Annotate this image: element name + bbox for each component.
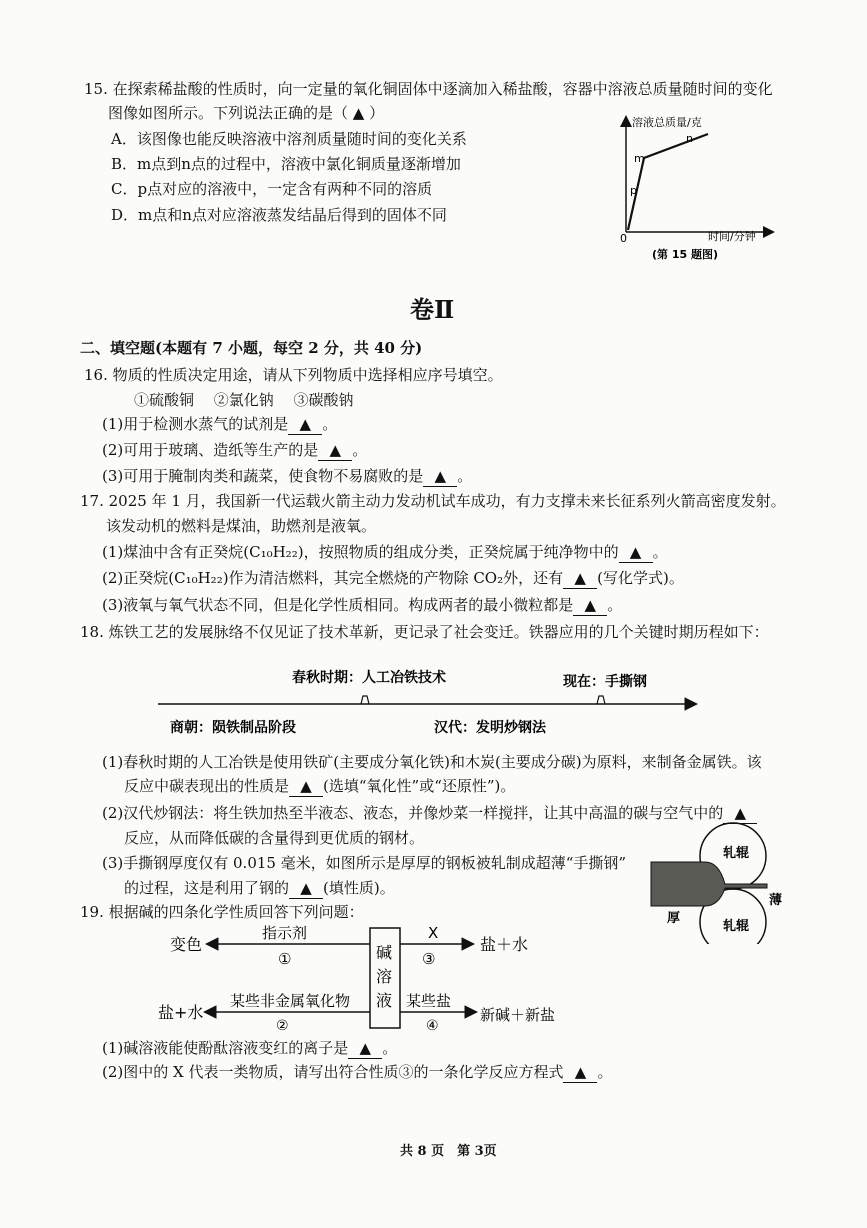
q16-part2 [102,440,367,461]
q18-part2-text: (2)汉代炒钢法：将生铁加热至半液态、液态，并像炒菜一样搅拌，让其中高温的碳与空气中的 [102,804,724,822]
timeline-tick [597,696,605,704]
q15-graph-ylabel: 溶液总质量/克 [632,116,702,129]
answer-blank[interactable]: ▲ [563,568,597,589]
timeline-label-shang: 商朝：陨铁制品阶段 [170,720,296,736]
top-roller-label: 轧辊 [723,846,750,861]
center-char: 溶 [376,967,393,986]
q17-part2-tail: (写化学式)。 [597,569,684,587]
q16-part2-text: (2)可用于玻璃、造纸等生产的是 [102,441,319,459]
q18-timeline [150,660,710,740]
q18-part3-tail: (填性质)。 [323,879,395,897]
q15-graph-point-n: n [686,132,693,145]
q17-part2-text: (2)正癸烷(C₁₀H₂₂)作为清洁燃料，其完全燃烧的产物除 CO₂外，还有 [102,569,564,587]
q18-part3-line2 [124,878,395,899]
left-top-result: 变色 [170,935,203,954]
right-bottom-label: 某些盐 [406,992,452,1010]
thin-label: 薄 [769,893,783,908]
q15-graph-point-m: m [634,152,645,165]
q15-graph-origin: 0 [620,232,627,245]
q17-part1 [102,542,668,563]
timeline-label-han: 汉代：发明炒钢法 [434,720,546,736]
thick-label: 厚 [667,911,681,926]
timeline-tick [361,696,369,704]
period: 。 [607,596,623,614]
q16-part3-text: (3)可用于腌制肉类和蔬菜，使食物不易腐败的是 [102,467,424,485]
q15-graph-curve [628,134,708,230]
q19-alkali-diagram [150,922,590,1034]
answer-blank[interactable]: ▲ [348,1038,382,1059]
q18-part3-line1: (3)手撕钢厚度仅有 0.015 毫米，如图所示是厚厚的钢板被轧制成超薄“手撕钢” [102,854,627,872]
q18-part2-line1 [102,803,757,824]
q19-part2-text: (2)图中的 X 代表一类物质，请写出符合性质③的一条化学反应方程式 [102,1063,564,1081]
q18-part2-line2: 反应，从而降低碳的含量得到更优质的钢材。 [124,829,425,847]
q19-part2 [102,1062,612,1083]
period: 。 [382,1039,398,1057]
q18-part1-text: 反应中碳表现出的性质是 [124,777,290,795]
answer-blank[interactable]: ▲ [289,878,323,899]
period: 。 [457,467,473,485]
q16-part1 [102,414,337,435]
q17-part3 [102,595,622,616]
left-top-num: ① [278,950,292,968]
q16-choices: ①硫酸铜 ②氯化钠 ③碳酸钠 [134,391,354,409]
q15-graph-point-p: p [630,184,637,197]
q18-part1-line2 [124,776,515,797]
right-bottom-num: ④ [426,1018,439,1034]
left-bottom-num: ② [276,1018,289,1034]
timeline-label-spring-autumn: 春秋时期：人工冶铁技术 [292,670,446,686]
q16-part3 [102,466,472,487]
period: 。 [352,441,368,459]
period: 。 [652,543,668,561]
period: 。 [322,415,338,433]
steel-plate [651,862,767,906]
answer-blank[interactable]: ▲ [723,803,757,824]
q19-part1-text: (1)碱溶液能使酚酞溶液变红的离子是 [102,1039,349,1057]
answer-blank[interactable]: ▲ [573,595,607,616]
q15-graph [600,112,800,267]
right-top-label: X [428,924,439,942]
q15-stem-line1: 15. 在探索稀盐酸的性质时，向一定量的氧化铜固体中逐滴加入稀盐酸，容器中溶液总质量随时间的变化 [84,80,773,98]
right-bottom-result: 新碱＋新盐 [480,1006,556,1024]
bottom-roller-label: 轧辊 [723,919,750,934]
right-top-result: 盐＋水 [480,935,529,954]
q19-part1 [102,1038,397,1059]
answer-blank[interactable]: ▲ [318,440,352,461]
q17-stem-line1: 17. 2025 年 1 月，我国新一代运载火箭主动力发动机试车成功，有力支撑未来长征系列火箭高密度发射。 [80,492,786,510]
q15-option-a: A．该图像也能反映溶液中溶剂质量随时间的变化关系 [111,130,467,148]
q15-option-b: B．m点到n点的过程中，溶液中氯化铜质量逐渐增加 [111,155,461,173]
left-bottom-label: 某些非金属氧化物 [230,992,351,1010]
q18-part3-text: 的过程，这是利用了钢的 [124,879,290,897]
page-footer: 共 8 页 第 3页 [400,1144,497,1159]
q17-part3-text: (3)液氧与氧气状态不同，但是化学性质相同。构成两者的最小微粒都是 [102,596,574,614]
center-char: 碱 [376,943,393,962]
q17-part1-text: (1)煤油中含有正癸烷(C₁₀H₂₂)，按照物质的组成分类，正癸烷属于纯净物中的 [102,543,619,561]
q16-part1-text: (1)用于检测水蒸气的试剂是 [102,415,289,433]
q15-option-c: C．p点对应的溶液中，一定含有两种不同的溶质 [111,180,433,198]
q15-stem-line2: 图像如图所示。下列说法正确的是（ ▲ ） [108,104,385,122]
q18-part1-line1: (1)春秋时期的人工冶铁是使用铁矿(主要成分氧化铁)和木炭(主要成分碳)为原料，来制备金属铁。该 [102,753,762,771]
part2-header: 二、填空题(本题有 7 小题，每空 2 分，共 40 分) [80,339,423,357]
q18-rolling-figure [645,822,785,944]
answer-blank[interactable]: ▲ [423,466,457,487]
answer-blank[interactable]: ▲ [563,1062,597,1083]
left-top-label: 指示剂 [262,924,308,942]
answer-blank[interactable]: ▲ [289,776,323,797]
q18-part1-tail: (选填“氧化性”或“还原性”)。 [323,777,516,795]
q19-stem: 19. 根据碱的四条化学性质回答下列问题： [80,903,364,921]
period: 。 [597,1063,613,1081]
q15-option-d: D．m点和n点对应溶液蒸发结晶后得到的固体不同 [111,206,447,224]
answer-blank[interactable]: ▲ [619,542,653,563]
left-bottom-result: 盐+水 [158,1003,204,1022]
right-top-num: ③ [422,950,436,968]
section-title: 卷Ⅱ [410,295,455,324]
q15-graph-xlabel: 时间/分钟 [708,230,756,243]
answer-blank[interactable]: ▲ [288,414,322,435]
q15-graph-caption: (第 15 题图) [652,248,719,261]
q17-part2 [102,568,684,589]
timeline-label-now: 现在：手撕钢 [563,674,647,690]
center-char: 液 [376,991,393,1010]
q16-stem: 16. 物质的性质决定用途，请从下列物质中选择相应序号填空。 [84,366,503,384]
q18-stem: 18. 炼铁工艺的发展脉络不仅见证了技术革新，更记录了社会变迁。铁器应用的几个关键时期历程如下： [80,623,769,641]
q17-stem-line2: 该发动机的燃料是煤油，助燃剂是液氧。 [106,517,377,535]
